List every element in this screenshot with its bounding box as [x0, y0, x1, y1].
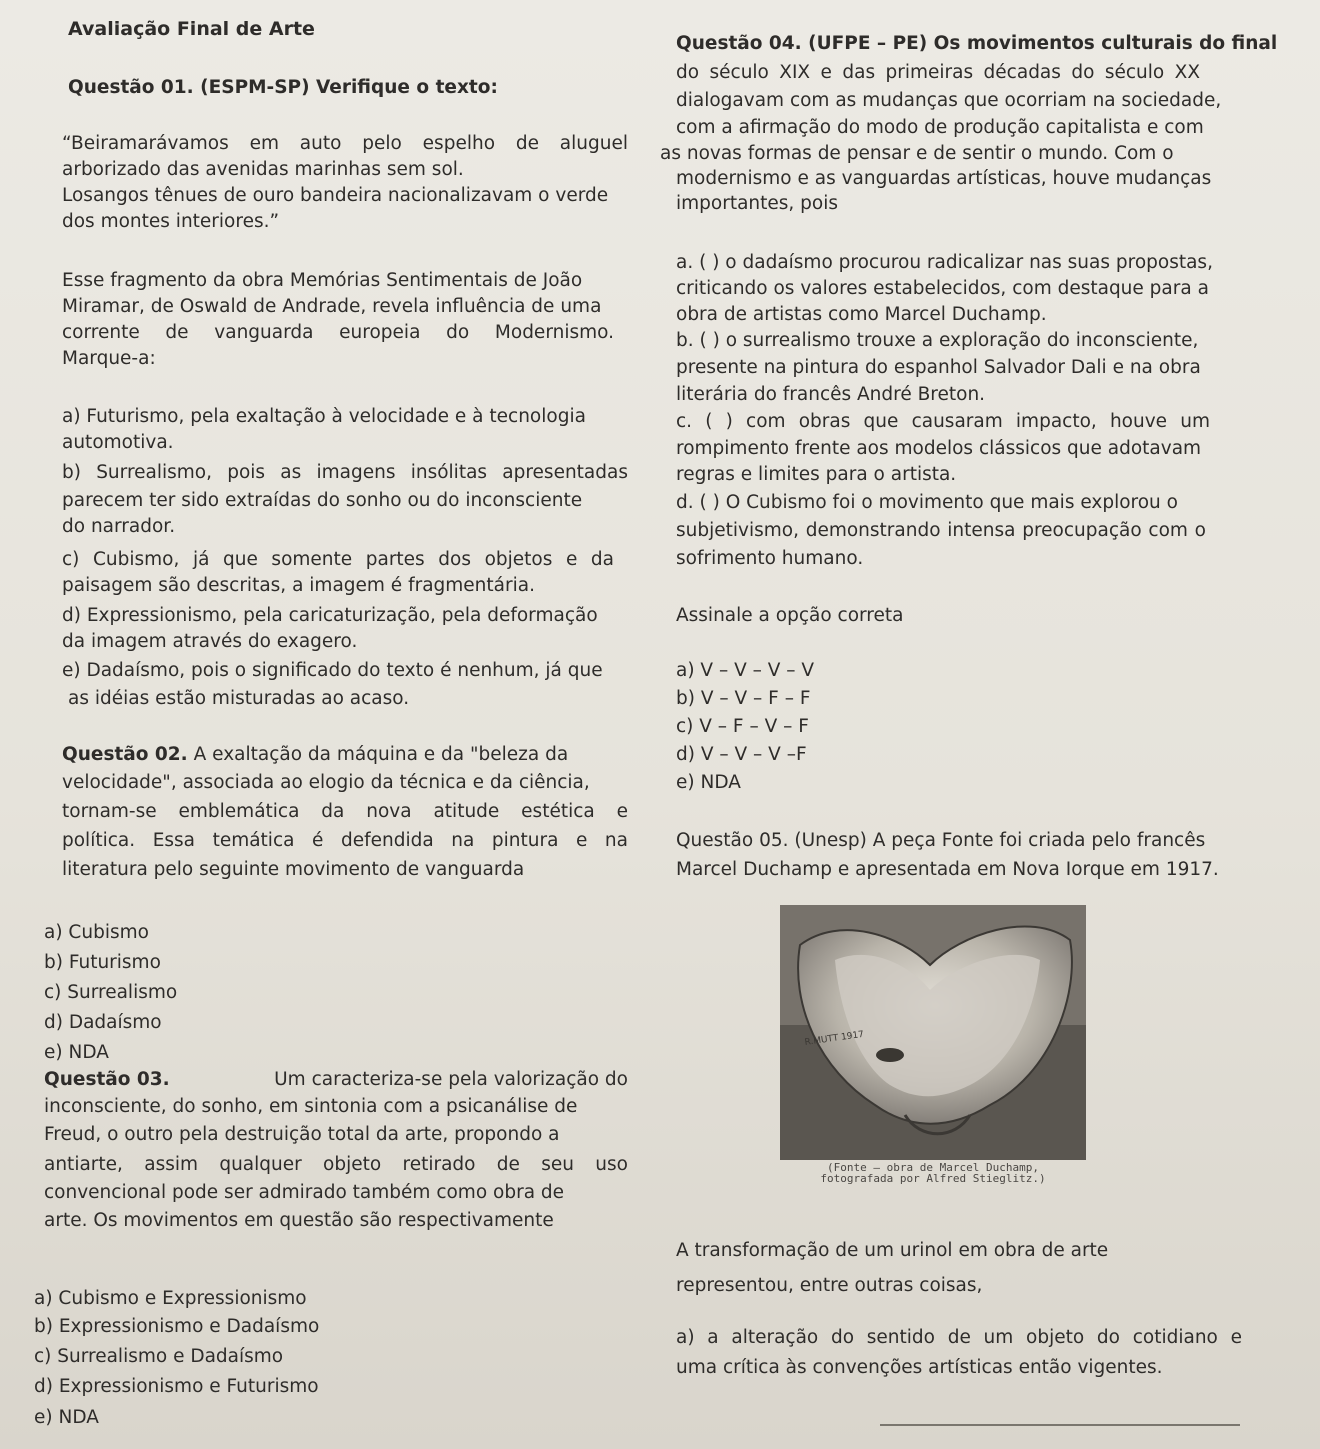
q1-heading: Questão 01. (ESPM-SP) Verifique o texto:	[68, 77, 498, 98]
q4-text-line: modernismo e as vanguardas artísticas, houve mudanças	[676, 168, 1212, 189]
q3-text-line: antiarte, assim qualquer objeto retirado de seu uso	[44, 1154, 628, 1175]
q3-text-line: convencional pode ser admirado também como obra de	[44, 1182, 565, 1203]
q4-instruction: Assinale a opção correta	[676, 605, 904, 626]
photo-caption	[780, 1162, 1086, 1184]
q1-prompt-line: Esse fragmento da obra Memórias Sentimentais de João	[62, 270, 583, 291]
q1-option-d: d) Expressionismo, pela caricaturização, pela deformação	[62, 605, 598, 626]
photo-caption-line: fotografada por Alfred Stieglitz.)	[820, 1172, 1046, 1185]
q1-quote-line: arborizado das avenidas marinhas sem sol.	[62, 159, 464, 180]
q5-text-line: Marcel Duchamp e apresentada em Nova Iorque em 1917.	[676, 859, 1219, 880]
photo-caption-line: (Fonte – obra de Marcel Duchamp,	[827, 1161, 1039, 1174]
q4-statement-c: c. ( ) com obras que causaram impacto, houve um	[676, 411, 1210, 432]
q1-option-c: c) Cubismo, já que somente partes dos objetos e da	[62, 549, 614, 570]
q1-option-e: e) Dadaísmo, pois o significado do texto é nenhum, já que	[62, 660, 603, 681]
q1-quote-line: “Beiramarávamos em auto pelo espelho de aluguel	[62, 133, 628, 154]
page-title: Avaliação Final de Arte	[68, 18, 315, 40]
q1-option-b-cont: parecem ter sido extraídas do sonho ou do inconsciente	[62, 490, 583, 511]
q4-statement-d: d. ( ) O Cubismo foi o movimento que mais explorou o	[676, 492, 1178, 513]
q2-heading: Questão 02.	[62, 744, 188, 765]
q4-statement-d-cont: sofrimento humano.	[676, 548, 864, 569]
q3-line	[44, 1067, 628, 1093]
q2-option-d: d) Dadaísmo	[44, 1012, 162, 1033]
q3-heading: Questão 03.	[44, 1069, 170, 1090]
svg-text:R.MUTT 1917: R.MUTT 1917	[804, 1029, 865, 1048]
q2-text-line: velocidade", associada ao elogio da técnica e da ciência,	[62, 772, 590, 793]
q4-statement-d-cont: subjetivismo, demonstrando intensa preocupação com o	[676, 520, 1206, 541]
q3-text-line: arte. Os movimentos em questão são respectivamente	[44, 1210, 554, 1231]
q4-statement-b: b. ( ) o surrealismo trouxe a exploração do inconsciente,	[676, 330, 1199, 351]
q4-text-line: importantes, pois	[676, 193, 839, 214]
q1-prompt-line: Miramar, de Oswald de Andrade, revela influência de uma	[62, 296, 602, 317]
q4-text-line: dialogavam com as mudanças que ocorriam na sociedade,	[676, 90, 1222, 111]
q1-prompt-line: corrente de vanguarda europeia do Modernismo.	[62, 322, 614, 343]
q4-statement-a-cont: obra de artistas como Marcel Duchamp.	[676, 304, 1047, 325]
q2-text-line: literatura pelo seguinte movimento de vanguarda	[62, 859, 525, 880]
q4-option-e: e) NDA	[676, 772, 741, 793]
q1-option-b: b) Surrealismo, pois as imagens insólitas apresentadas	[62, 462, 628, 483]
q3-option-b: b) Expressionismo e Dadaísmo	[34, 1316, 320, 1337]
q3-option-a: a) Cubismo e Expressionismo	[34, 1288, 307, 1309]
q3-option-c: c) Surrealismo e Dadaísmo	[34, 1346, 284, 1367]
q5-option-a: a) a alteração do sentido de um objeto do cotidiano e	[676, 1327, 1242, 1348]
q4-statement-b-cont: presente na pintura do espanhol Salvador Dali e na obra	[676, 357, 1201, 378]
q5-heading: Questão 05. (Unesp) A peça Fonte foi criada pelo francês	[676, 830, 1206, 851]
q3-option-e: e) NDA	[34, 1407, 99, 1428]
q4-option-b: b) V – V – F – F	[676, 688, 811, 709]
q5-after-line: A transformação de um urinol em obra de arte	[676, 1240, 1109, 1261]
q2-option-c: c) Surrealismo	[44, 982, 178, 1003]
q4-text-line: do século XIX e das primeiras décadas do século XX	[676, 62, 1200, 83]
q2-text: A exaltação da máquina e da "beleza da	[187, 744, 569, 765]
q1-option-d-cont: da imagem através do exagero.	[62, 631, 358, 652]
q4-statement-b-cont: literária do francês André Breton.	[676, 384, 986, 405]
q1-prompt-line: Marque-a:	[62, 348, 156, 369]
q4-statement-c-cont: rompimento frente aos modelos clássicos que adotavam	[676, 438, 1202, 459]
q1-option-a-cont: automotiva.	[62, 432, 174, 453]
q3-text-line: Freud, o outro pela destruição total da arte, propondo a	[44, 1124, 560, 1145]
q1-option-c-cont: paisagem são descritas, a imagem é fragmentária.	[62, 575, 535, 596]
q2-line	[62, 742, 568, 768]
q4-option-c: c) V – F – V – F	[676, 716, 809, 737]
q4-heading: Questão 04. (UFPE – PE) Os movimentos culturais do final	[676, 33, 1278, 54]
q1-option-b-cont: do narrador.	[62, 516, 176, 537]
q1-option-a: a) Futurismo, pela exaltação à velocidade e à tecnologia	[62, 406, 586, 427]
q2-option-e: e) NDA	[44, 1042, 109, 1063]
q4-text-line: com a afirmação do modo de produção capitalista e com	[676, 117, 1204, 138]
fountain-photo	[780, 905, 1086, 1160]
q2-text-line: política. Essa temática é defendida na pintura e na	[62, 830, 628, 851]
q3-option-d: d) Expressionismo e Futurismo	[34, 1376, 319, 1397]
q4-statement-c-cont: regras e limites para o artista.	[676, 464, 957, 485]
q4-option-a: a) V – V – V – V	[676, 660, 815, 681]
q2-text-line: tornam-se emblemática da nova atitude estética e	[62, 801, 628, 822]
q2-option-a: a) Cubismo	[44, 922, 149, 943]
q3-text-line: inconsciente, do sonho, em sintonia com a psicanálise de	[44, 1096, 578, 1117]
q1-quote-line: Losangos tênues de ouro bandeira nacionalizavam o verde	[62, 185, 609, 206]
q4-statement-a-cont: criticando os valores estabelecidos, com destaque para a	[676, 278, 1209, 299]
q5-option-a-cont: uma crítica às convenções artísticas então vigentes.	[676, 1357, 1163, 1378]
q3-text: Um caracteriza-se pela valorização do	[274, 1069, 628, 1090]
q1-option-e-cont: as idéias estão misturadas ao acaso.	[68, 688, 410, 709]
q4-statement-a: a. ( ) o dadaísmo procurou radicalizar nas suas propostas,	[676, 252, 1213, 273]
q4-text-line: as novas formas de pensar e de sentir o mundo. Com o	[660, 143, 1174, 164]
q5-after-line: representou, entre outras coisas,	[676, 1275, 983, 1296]
q2-option-b: b) Futurismo	[44, 952, 161, 973]
bottom-rule	[880, 1424, 1240, 1426]
q1-quote-line: dos montes interiores.”	[62, 211, 280, 232]
urinal-illustration	[780, 905, 1086, 1160]
q4-option-d: d) V – V – V –F	[676, 744, 807, 765]
